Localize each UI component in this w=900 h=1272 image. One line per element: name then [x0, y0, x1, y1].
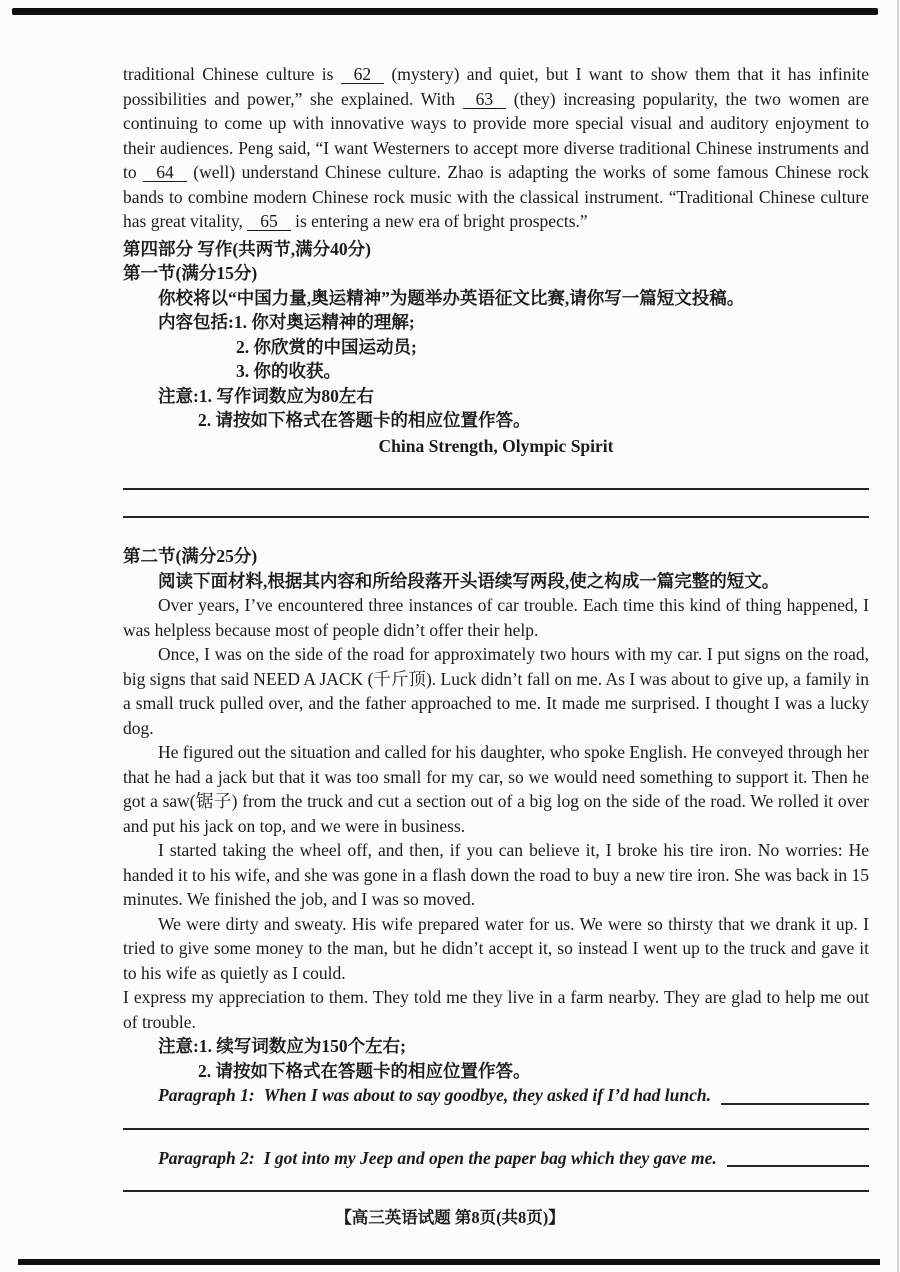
writing-line-5 [727, 1165, 869, 1167]
section1-heading: 第一节(满分15分) [123, 263, 258, 283]
story-paragraph-6: I express my appreciation to them. They told me they live in a farm nearby. They are glad to help me out of trouble. [123, 987, 869, 1032]
story-paragraph-2: Once, I was on the side of the road for approximately two hours with my car. I put signs on the road, big signs that said NEED A JACK (千斤顶). Luck didn’t fall on me. As I was about to give up, a family in a small truck pulled over, and the father approached to me. It made me surprised. I thought I was a lucky dog. [123, 644, 869, 738]
page-content [123, 62, 869, 1192]
paragraph2-opening-sentence: I got into my Jeep and open the paper bag which they gave me. [263, 1147, 717, 1168]
section1-point-3: 3. 你的收获。 [236, 361, 341, 381]
cloze-blank: 64 [143, 163, 187, 182]
section1-note-2: 2. 请按如下格式在答题卡的相应位置作答。 [198, 410, 531, 430]
paragraph1-opening-sentence: When I was about to say goodbye, they asked if I’d had lunch. [263, 1085, 711, 1105]
section1-point-2: 2. 你欣赏的中国运动员; [236, 336, 417, 357]
scan-edge-right [897, 0, 899, 1272]
paragraph2-prompt [158, 1146, 869, 1171]
part4-heading: 第四部分 写作(共两节,满分40分) [123, 238, 371, 259]
section1-point-1: 内容包括:1. 你对奥运精神的理解; [158, 312, 415, 332]
essay-title: China Strength, Olympic Spirit [378, 435, 614, 456]
cloze-blank: 62 [341, 65, 385, 84]
writing-line-3 [721, 1103, 869, 1105]
writing-line-4 [123, 1128, 869, 1130]
writing-line-6 [123, 1190, 869, 1192]
section2-note-1: 注意:1. 续写词数应为150个左右; [158, 1036, 406, 1056]
section1-intro: 你校将以“中国力量,奥运精神”为题举办英语征文比赛,请你写一篇短文投稿。 [158, 287, 745, 308]
story-paragraph-1: Over years, I’ve encountered three instances of car trouble. Each time this kind of thing happened, I was helpless because most of people didn’t offer their help. [123, 595, 869, 640]
scan-edge-top [12, 8, 878, 15]
cloze-passage: traditional Chinese culture is 62 (mystery) and quiet, but I want to show them that it has infinite possibilities and power,” she explained. With 63 (they) increasing popularity, the two women are continuing to come up with innovative ways to provide more special visual and auditory enjoyment to their audiences. Peng said, “I want Westerners to accept more diverse traditional Chinese instruments and to 64 (well) understand Chinese culture. Zhao is adapting the works of some famous Chinese rock bands to combine modern Chinese rock music with the classical instrument. “Traditional Chinese culture has great vitality, 65 is entering a new era of bright prospects.” [123, 64, 870, 231]
story-paragraph-3: He figured out the situation and called for his daughter, who spoke English. He conveyed through her that he had a jack but that it was too small for my car, so we would need something to support it. Then he got a saw(锯子) from the truck and cut a section out of a big log on the side of the road. We rolled it over and put his jack on top, and we were in business. [123, 742, 869, 836]
page-footer: 【高三英语试题 第8页(共8页)】 [335, 1208, 565, 1227]
section2-note-2: 2. 请按如下格式在答题卡的相应位置作答。 [198, 1060, 531, 1081]
paragraph1-label: Paragraph 1: [158, 1085, 255, 1105]
scan-edge-bottom [18, 1259, 880, 1265]
paragraph2-label: Paragraph 2: [158, 1147, 255, 1168]
cloze-blank: 65 [247, 212, 291, 231]
cloze-blank: 63 [463, 90, 507, 109]
section1-note-1: 注意:1. 写作词数应为80左右 [158, 385, 374, 406]
writing-line-1 [123, 488, 869, 490]
section2-heading: 第二节(满分25分) [123, 546, 258, 566]
writing-line-2 [123, 516, 869, 518]
paragraph1-prompt [158, 1083, 869, 1108]
story-paragraph-5: We were dirty and sweaty. His wife prepared water for us. We were so thirsty that we drank it up. I tried to give some money to the man, but he didn’t accept it, so instead I went up to the truck and gave it to his wife as quietly as I could. [123, 913, 869, 983]
story-paragraph-4: I started taking the wheel off, and then, if you can believe it, I broke his tire iron. No worries: He handed it to his wife, and she was gone in a flash down the road to buy a new tire iron. She was back in 15 minutes. We finished the job, and I was so moved. [123, 840, 870, 909]
section2-intro: 阅读下面材料,根据其内容和所给段落开头语续写两段,使之构成一篇完整的短文。 [158, 570, 780, 591]
